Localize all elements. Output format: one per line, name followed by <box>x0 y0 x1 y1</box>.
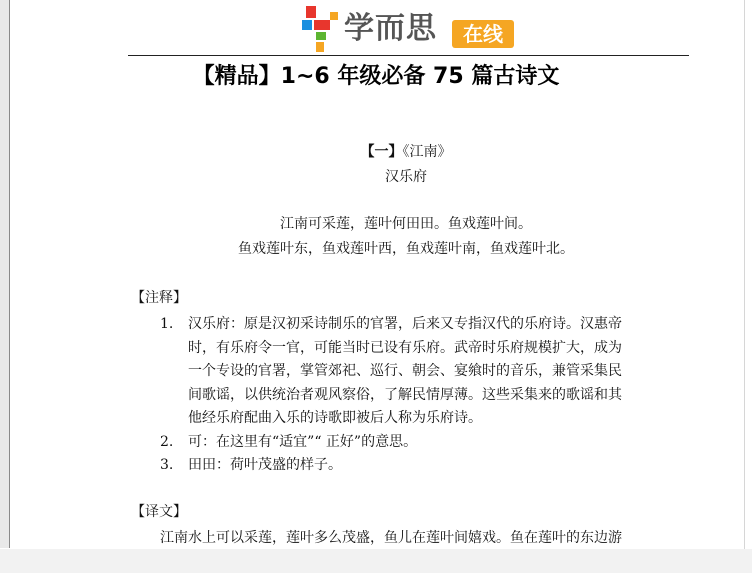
note-number: 2. <box>160 433 174 450</box>
note-line: 时，有乐府令一官，可能当时已设有乐府。武帝时乐府规模扩大，成为 <box>188 339 622 356</box>
viewer-background <box>0 549 752 573</box>
notes-list <box>160 313 690 478</box>
poem-line: 江南可采莲，莲叶何田田。鱼戏莲叶间。 <box>280 216 532 232</box>
poem-author: 汉乐府 <box>385 169 427 185</box>
logo-badge: 在线 <box>452 20 514 48</box>
poem-heading <box>0 142 752 162</box>
note-line: 一个专设的官署，掌管郊祀、巡行、朝会、宴飨时的音乐，兼管采集民 <box>188 363 622 379</box>
translation-text: 江南水上可以采莲，莲叶多么茂盛，鱼儿在莲叶间嬉戏。鱼在莲叶的东边游 <box>160 530 622 546</box>
translation-heading: 【译文】 <box>131 504 187 520</box>
notes-heading: 【注释】 <box>131 290 187 306</box>
note-line: 间歌谣，以供统治者观风察俗，了解民情厚薄。这些采集来的歌谣和其 <box>188 386 622 403</box>
header-rule <box>128 55 689 56</box>
note-line: 田田：荷叶茂盛的样子。 <box>188 457 342 473</box>
note-line: 他经乐府配曲入乐的诗歌即被后人称为乐府诗。 <box>188 410 482 426</box>
xueersi-logo <box>302 6 514 52</box>
note-item <box>160 313 690 431</box>
poem-number: 【一】 <box>360 144 403 160</box>
note-line: 汉乐府：原是汉初采诗制乐的官署，后来又专指汉代的乐府诗。汉惠帝 <box>188 316 622 332</box>
note-number: 3. <box>160 457 174 473</box>
poem-title: 《江南》 <box>402 144 452 160</box>
logo-mark-icon <box>302 6 338 52</box>
document-title: 【精品】1~6 年级必备 75 篇古诗文 <box>192 64 560 89</box>
note-line: 可：在这里有“适宜”“ 正好”的意思。 <box>188 433 418 450</box>
note-number: 1. <box>160 316 174 332</box>
note-item <box>160 431 690 455</box>
poem-line: 鱼戏莲叶东，鱼戏莲叶西，鱼戏莲叶南，鱼戏莲叶北。 <box>238 241 574 257</box>
logo-text: 学而思 <box>344 11 437 46</box>
note-item <box>160 454 690 478</box>
